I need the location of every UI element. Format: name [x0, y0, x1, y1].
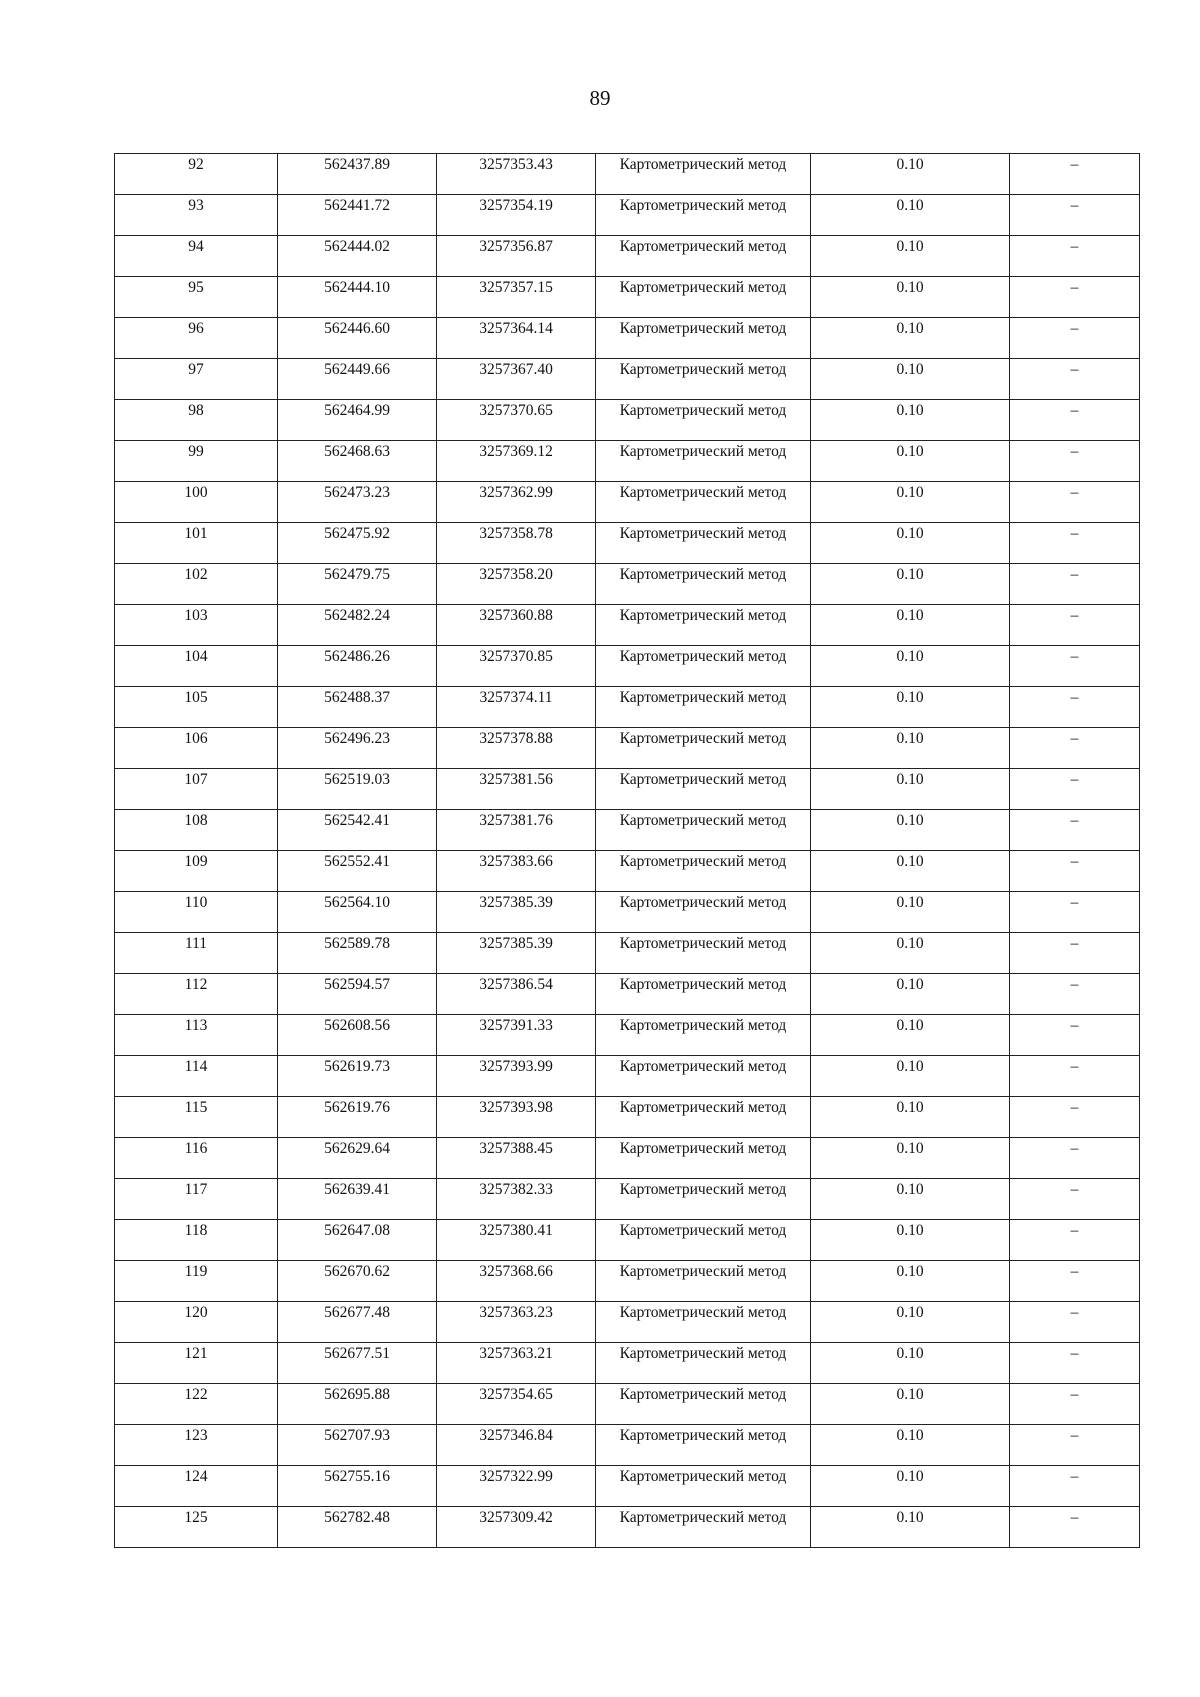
accuracy-cell: 0.10	[811, 482, 1010, 523]
point-number-cell: 103	[115, 605, 278, 646]
y-coordinate-cell: 3257370.65	[437, 400, 596, 441]
point-number-cell: 125	[115, 1507, 278, 1548]
y-coordinate-cell: 3257388.45	[437, 1138, 596, 1179]
table-row	[115, 769, 1140, 810]
point-number-cell: 120	[115, 1302, 278, 1343]
table-row	[115, 195, 1140, 236]
point-number-cell: 108	[115, 810, 278, 851]
x-coordinate-cell: 562564.10	[278, 892, 437, 933]
x-coordinate-cell: 562782.48	[278, 1507, 437, 1548]
note-cell: –	[1010, 1302, 1140, 1343]
point-number-cell: 116	[115, 1138, 278, 1179]
point-number-cell: 109	[115, 851, 278, 892]
point-number-cell: 97	[115, 359, 278, 400]
note-cell: –	[1010, 1384, 1140, 1425]
method-cell: Картометрический метод	[596, 687, 811, 728]
point-number-cell: 95	[115, 277, 278, 318]
y-coordinate-cell: 3257369.12	[437, 441, 596, 482]
accuracy-cell: 0.10	[811, 1261, 1010, 1302]
table-row	[115, 236, 1140, 277]
note-cell: –	[1010, 441, 1140, 482]
x-coordinate-cell: 562486.26	[278, 646, 437, 687]
x-coordinate-cell: 562542.41	[278, 810, 437, 851]
accuracy-cell: 0.10	[811, 1384, 1010, 1425]
y-coordinate-cell: 3257367.40	[437, 359, 596, 400]
point-number-cell: 121	[115, 1343, 278, 1384]
x-coordinate-cell: 562437.89	[278, 154, 437, 195]
table-row	[115, 851, 1140, 892]
y-coordinate-cell: 3257386.54	[437, 974, 596, 1015]
table-row	[115, 359, 1140, 400]
accuracy-cell: 0.10	[811, 277, 1010, 318]
method-cell: Картометрический метод	[596, 482, 811, 523]
accuracy-cell: 0.10	[811, 236, 1010, 277]
note-cell: –	[1010, 1179, 1140, 1220]
note-cell: –	[1010, 236, 1140, 277]
y-coordinate-cell: 3257353.43	[437, 154, 596, 195]
x-coordinate-cell: 562441.72	[278, 195, 437, 236]
accuracy-cell: 0.10	[811, 1466, 1010, 1507]
y-coordinate-cell: 3257357.15	[437, 277, 596, 318]
accuracy-cell: 0.10	[811, 728, 1010, 769]
method-cell: Картометрический метод	[596, 441, 811, 482]
accuracy-cell: 0.10	[811, 1425, 1010, 1466]
table-row	[115, 810, 1140, 851]
accuracy-cell: 0.10	[811, 851, 1010, 892]
table-row	[115, 974, 1140, 1015]
table-row	[115, 1220, 1140, 1261]
coordinates-table	[114, 153, 1140, 1548]
table-row	[115, 1015, 1140, 1056]
y-coordinate-cell: 3257385.39	[437, 892, 596, 933]
accuracy-cell: 0.10	[811, 1097, 1010, 1138]
point-number-cell: 96	[115, 318, 278, 359]
note-cell: –	[1010, 974, 1140, 1015]
x-coordinate-cell: 562479.75	[278, 564, 437, 605]
accuracy-cell: 0.10	[811, 1138, 1010, 1179]
point-number-cell: 114	[115, 1056, 278, 1097]
note-cell: –	[1010, 1466, 1140, 1507]
accuracy-cell: 0.10	[811, 646, 1010, 687]
table-row	[115, 1179, 1140, 1220]
note-cell: –	[1010, 769, 1140, 810]
note-cell: –	[1010, 892, 1140, 933]
method-cell: Картометрический метод	[596, 195, 811, 236]
y-coordinate-cell: 3257363.23	[437, 1302, 596, 1343]
coordinates-table-body	[115, 154, 1140, 1548]
y-coordinate-cell: 3257358.20	[437, 564, 596, 605]
y-coordinate-cell: 3257385.39	[437, 933, 596, 974]
accuracy-cell: 0.10	[811, 154, 1010, 195]
note-cell: –	[1010, 687, 1140, 728]
method-cell: Картометрический метод	[596, 1343, 811, 1384]
table-row	[115, 1343, 1140, 1384]
page-number: 89	[589, 86, 611, 110]
point-number-cell: 119	[115, 1261, 278, 1302]
table-row	[115, 318, 1140, 359]
method-cell: Картометрический метод	[596, 769, 811, 810]
accuracy-cell: 0.10	[811, 687, 1010, 728]
method-cell: Картометрический метод	[596, 1056, 811, 1097]
table-row	[115, 523, 1140, 564]
accuracy-cell: 0.10	[811, 1343, 1010, 1384]
method-cell: Картометрический метод	[596, 1220, 811, 1261]
table-row	[115, 1097, 1140, 1138]
y-coordinate-cell: 3257381.56	[437, 769, 596, 810]
note-cell: –	[1010, 523, 1140, 564]
note-cell: –	[1010, 400, 1140, 441]
y-coordinate-cell: 3257309.42	[437, 1507, 596, 1548]
point-number-cell: 98	[115, 400, 278, 441]
method-cell: Картометрический метод	[596, 154, 811, 195]
y-coordinate-cell: 3257362.99	[437, 482, 596, 523]
x-coordinate-cell: 562449.66	[278, 359, 437, 400]
table-row	[115, 892, 1140, 933]
y-coordinate-cell: 3257370.85	[437, 646, 596, 687]
table-row	[115, 400, 1140, 441]
table-row	[115, 1466, 1140, 1507]
x-coordinate-cell: 562468.63	[278, 441, 437, 482]
y-coordinate-cell: 3257368.66	[437, 1261, 596, 1302]
accuracy-cell: 0.10	[811, 1015, 1010, 1056]
table-row	[115, 605, 1140, 646]
method-cell: Картометрический метод	[596, 1261, 811, 1302]
accuracy-cell: 0.10	[811, 400, 1010, 441]
method-cell: Картометрический метод	[596, 564, 811, 605]
point-number-cell: 104	[115, 646, 278, 687]
accuracy-cell: 0.10	[811, 974, 1010, 1015]
accuracy-cell: 0.10	[811, 523, 1010, 564]
method-cell: Картометрический метод	[596, 1179, 811, 1220]
method-cell: Картометрический метод	[596, 1425, 811, 1466]
point-number-cell: 117	[115, 1179, 278, 1220]
method-cell: Картометрический метод	[596, 728, 811, 769]
point-number-cell: 102	[115, 564, 278, 605]
accuracy-cell: 0.10	[811, 1056, 1010, 1097]
table-row	[115, 646, 1140, 687]
method-cell: Картометрический метод	[596, 359, 811, 400]
x-coordinate-cell: 562639.41	[278, 1179, 437, 1220]
y-coordinate-cell: 3257383.66	[437, 851, 596, 892]
point-number-cell: 92	[115, 154, 278, 195]
y-coordinate-cell: 3257354.65	[437, 1384, 596, 1425]
accuracy-cell: 0.10	[811, 441, 1010, 482]
accuracy-cell: 0.10	[811, 359, 1010, 400]
x-coordinate-cell: 562619.76	[278, 1097, 437, 1138]
point-number-cell: 105	[115, 687, 278, 728]
method-cell: Картометрический метод	[596, 974, 811, 1015]
table-row	[115, 154, 1140, 195]
x-coordinate-cell: 562496.23	[278, 728, 437, 769]
y-coordinate-cell: 3257346.84	[437, 1425, 596, 1466]
point-number-cell: 122	[115, 1384, 278, 1425]
note-cell: –	[1010, 1261, 1140, 1302]
x-coordinate-cell: 562670.62	[278, 1261, 437, 1302]
note-cell: –	[1010, 154, 1140, 195]
y-coordinate-cell: 3257393.98	[437, 1097, 596, 1138]
note-cell: –	[1010, 1138, 1140, 1179]
point-number-cell: 100	[115, 482, 278, 523]
y-coordinate-cell: 3257393.99	[437, 1056, 596, 1097]
method-cell: Картометрический метод	[596, 605, 811, 646]
note-cell: –	[1010, 1507, 1140, 1548]
table-row	[115, 441, 1140, 482]
table-row	[115, 277, 1140, 318]
x-coordinate-cell: 562608.56	[278, 1015, 437, 1056]
point-number-cell: 99	[115, 441, 278, 482]
x-coordinate-cell: 562444.10	[278, 277, 437, 318]
method-cell: Картометрический метод	[596, 1466, 811, 1507]
accuracy-cell: 0.10	[811, 1507, 1010, 1548]
accuracy-cell: 0.10	[811, 195, 1010, 236]
table-row	[115, 1056, 1140, 1097]
note-cell: –	[1010, 605, 1140, 646]
note-cell: –	[1010, 728, 1140, 769]
point-number-cell: 93	[115, 195, 278, 236]
note-cell: –	[1010, 810, 1140, 851]
note-cell: –	[1010, 277, 1140, 318]
method-cell: Картометрический метод	[596, 646, 811, 687]
x-coordinate-cell: 562677.48	[278, 1302, 437, 1343]
x-coordinate-cell: 562446.60	[278, 318, 437, 359]
note-cell: –	[1010, 851, 1140, 892]
note-cell: –	[1010, 482, 1140, 523]
method-cell: Картометрический метод	[596, 1138, 811, 1179]
accuracy-cell: 0.10	[811, 564, 1010, 605]
x-coordinate-cell: 562552.41	[278, 851, 437, 892]
table-row	[115, 1507, 1140, 1548]
note-cell: –	[1010, 1056, 1140, 1097]
x-coordinate-cell: 562519.03	[278, 769, 437, 810]
x-coordinate-cell: 562473.23	[278, 482, 437, 523]
note-cell: –	[1010, 195, 1140, 236]
note-cell: –	[1010, 1015, 1140, 1056]
y-coordinate-cell: 3257364.14	[437, 318, 596, 359]
x-coordinate-cell: 562482.24	[278, 605, 437, 646]
method-cell: Картометрический метод	[596, 810, 811, 851]
note-cell: –	[1010, 1220, 1140, 1261]
accuracy-cell: 0.10	[811, 810, 1010, 851]
method-cell: Картометрический метод	[596, 1384, 811, 1425]
x-coordinate-cell: 562594.57	[278, 974, 437, 1015]
method-cell: Картометрический метод	[596, 400, 811, 441]
y-coordinate-cell: 3257381.76	[437, 810, 596, 851]
y-coordinate-cell: 3257374.11	[437, 687, 596, 728]
point-number-cell: 111	[115, 933, 278, 974]
table-row	[115, 1138, 1140, 1179]
x-coordinate-cell: 562444.02	[278, 236, 437, 277]
table-row	[115, 1261, 1140, 1302]
note-cell: –	[1010, 646, 1140, 687]
y-coordinate-cell: 3257363.21	[437, 1343, 596, 1384]
x-coordinate-cell: 562707.93	[278, 1425, 437, 1466]
table-row	[115, 482, 1140, 523]
note-cell: –	[1010, 933, 1140, 974]
note-cell: –	[1010, 318, 1140, 359]
method-cell: Картометрический метод	[596, 523, 811, 564]
table-row	[115, 564, 1140, 605]
x-coordinate-cell: 562464.99	[278, 400, 437, 441]
y-coordinate-cell: 3257354.19	[437, 195, 596, 236]
accuracy-cell: 0.10	[811, 1179, 1010, 1220]
table-row	[115, 728, 1140, 769]
y-coordinate-cell: 3257382.33	[437, 1179, 596, 1220]
table-row	[115, 687, 1140, 728]
x-coordinate-cell: 562619.73	[278, 1056, 437, 1097]
accuracy-cell: 0.10	[811, 1302, 1010, 1343]
method-cell: Картометрический метод	[596, 277, 811, 318]
accuracy-cell: 0.10	[811, 769, 1010, 810]
point-number-cell: 106	[115, 728, 278, 769]
point-number-cell: 113	[115, 1015, 278, 1056]
y-coordinate-cell: 3257356.87	[437, 236, 596, 277]
point-number-cell: 124	[115, 1466, 278, 1507]
method-cell: Картометрический метод	[596, 892, 811, 933]
point-number-cell: 118	[115, 1220, 278, 1261]
x-coordinate-cell: 562755.16	[278, 1466, 437, 1507]
accuracy-cell: 0.10	[811, 605, 1010, 646]
y-coordinate-cell: 3257322.99	[437, 1466, 596, 1507]
point-number-cell: 112	[115, 974, 278, 1015]
accuracy-cell: 0.10	[811, 892, 1010, 933]
x-coordinate-cell: 562475.92	[278, 523, 437, 564]
y-coordinate-cell: 3257358.78	[437, 523, 596, 564]
y-coordinate-cell: 3257378.88	[437, 728, 596, 769]
x-coordinate-cell: 562589.78	[278, 933, 437, 974]
note-cell: –	[1010, 1425, 1140, 1466]
point-number-cell: 101	[115, 523, 278, 564]
note-cell: –	[1010, 1097, 1140, 1138]
x-coordinate-cell: 562647.08	[278, 1220, 437, 1261]
table-row	[115, 1302, 1140, 1343]
point-number-cell: 110	[115, 892, 278, 933]
note-cell: –	[1010, 564, 1140, 605]
y-coordinate-cell: 3257380.41	[437, 1220, 596, 1261]
x-coordinate-cell: 562695.88	[278, 1384, 437, 1425]
point-number-cell: 123	[115, 1425, 278, 1466]
accuracy-cell: 0.10	[811, 1220, 1010, 1261]
point-number-cell: 115	[115, 1097, 278, 1138]
y-coordinate-cell: 3257391.33	[437, 1015, 596, 1056]
note-cell: –	[1010, 1343, 1140, 1384]
point-number-cell: 107	[115, 769, 278, 810]
method-cell: Картометрический метод	[596, 1507, 811, 1548]
table-row	[115, 933, 1140, 974]
table-row	[115, 1384, 1140, 1425]
method-cell: Картометрический метод	[596, 318, 811, 359]
method-cell: Картометрический метод	[596, 851, 811, 892]
x-coordinate-cell: 562488.37	[278, 687, 437, 728]
note-cell: –	[1010, 359, 1140, 400]
method-cell: Картометрический метод	[596, 236, 811, 277]
method-cell: Картометрический метод	[596, 933, 811, 974]
method-cell: Картометрический метод	[596, 1015, 811, 1056]
point-number-cell: 94	[115, 236, 278, 277]
x-coordinate-cell: 562677.51	[278, 1343, 437, 1384]
x-coordinate-cell: 562629.64	[278, 1138, 437, 1179]
accuracy-cell: 0.10	[811, 318, 1010, 359]
y-coordinate-cell: 3257360.88	[437, 605, 596, 646]
method-cell: Картометрический метод	[596, 1302, 811, 1343]
accuracy-cell: 0.10	[811, 933, 1010, 974]
method-cell: Картометрический метод	[596, 1097, 811, 1138]
table-row	[115, 1425, 1140, 1466]
